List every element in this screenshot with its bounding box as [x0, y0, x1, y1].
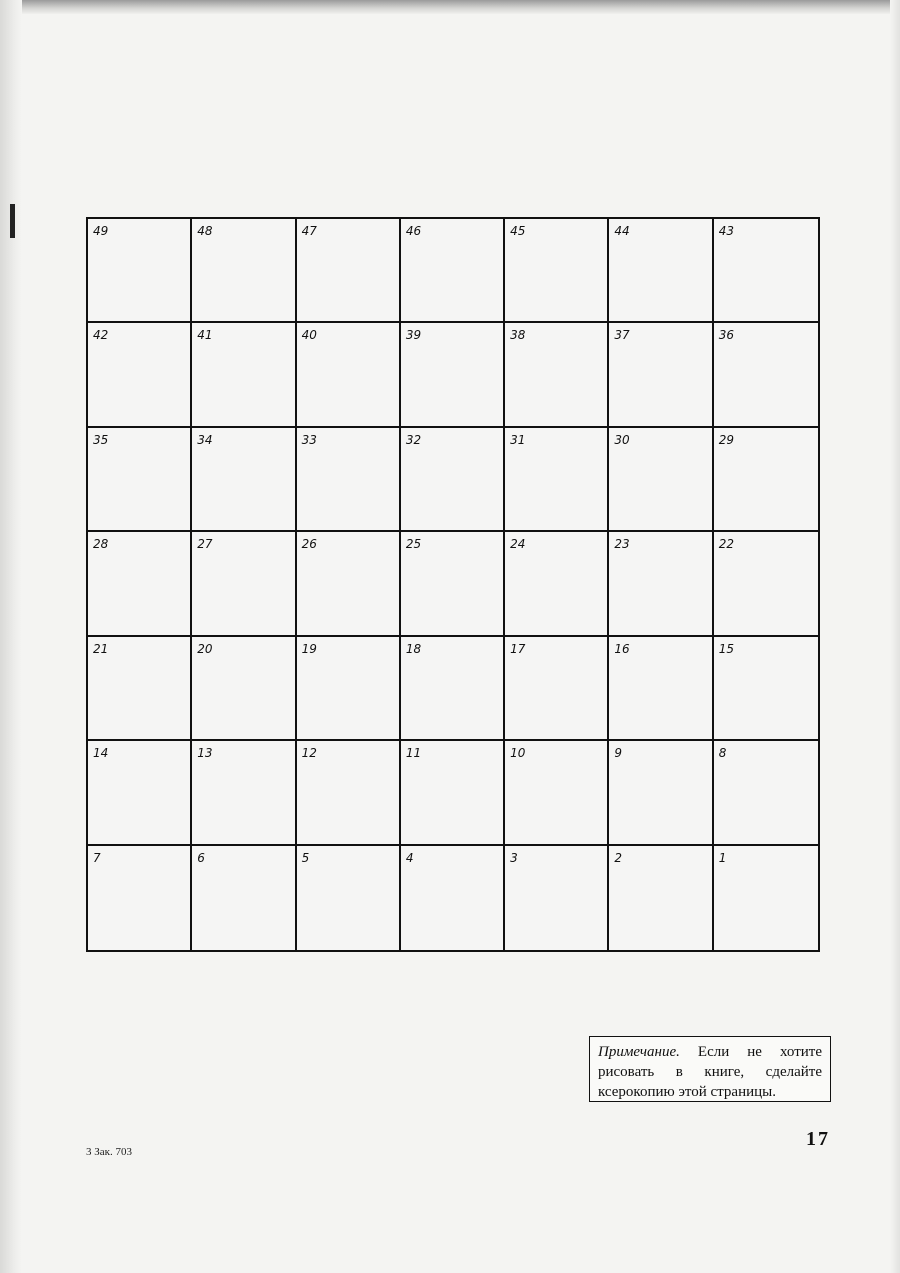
grid-cell-number: 13: [197, 746, 213, 761]
grid-cell-number: 1: [718, 850, 727, 865]
grid-cell-number: 49: [93, 224, 109, 238]
scan-binding-shadow: [0, 0, 22, 1273]
grid-cell: [192, 532, 296, 636]
grid-cell-number: 39: [405, 328, 422, 343]
grid-cell: [609, 637, 713, 741]
grid-cell: [714, 637, 818, 741]
grid-cell: [505, 532, 609, 636]
grid-cell-number: 12: [301, 746, 317, 761]
grid-cell-number: 29: [718, 432, 734, 447]
grid-cell-number: 26: [301, 537, 317, 552]
grid-cell-number: 45: [510, 224, 526, 238]
note-box: [589, 1036, 831, 1102]
grid-cell-number: 8: [718, 746, 727, 761]
grid-cell-number: 17: [510, 641, 526, 656]
page-number: 17: [806, 1128, 830, 1150]
grid-cell: [401, 741, 505, 845]
grid-cell: [88, 637, 192, 741]
grid-cell-number: 48: [197, 224, 213, 238]
grid-cell-number: 41: [197, 328, 213, 343]
grid-cell-number: 7: [93, 850, 101, 865]
grid-cell: [192, 219, 296, 323]
grid-cell-number: 24: [510, 537, 526, 552]
grid-cell: [505, 219, 609, 323]
grid-cell: [505, 741, 609, 845]
grid-cell: [505, 428, 609, 532]
grid-cell: [297, 323, 401, 427]
grid-cell: [401, 846, 505, 950]
scan-top-edge: [0, 0, 900, 14]
grid-cell: [88, 846, 192, 950]
grid-cell: [297, 846, 401, 950]
grid-cell-number: 35: [93, 432, 109, 447]
grid-cell-number: 3: [510, 850, 518, 865]
grid-cell: [88, 219, 192, 323]
grid-cell: [505, 323, 609, 427]
grid-cell: [401, 428, 505, 532]
grid-cell: [297, 219, 401, 323]
grid-cell: [297, 428, 401, 532]
scan-right-edge: [890, 0, 900, 1273]
grid-cell-number: 36: [718, 328, 734, 343]
grid-cell-number: 18: [405, 641, 422, 656]
grid-cell: [714, 219, 818, 323]
grid-cell: [88, 741, 192, 845]
grid-cell: [714, 741, 818, 845]
grid-cell-number: 22: [718, 537, 734, 552]
grid-cell-number: 11: [405, 746, 422, 761]
grid-cell-number: 30: [614, 432, 630, 447]
grid-cell-number: 34: [197, 432, 213, 447]
grid-cell-number: 16: [614, 641, 630, 656]
grid-cell-number: 44: [614, 224, 630, 238]
grid-cell: [714, 846, 818, 950]
grid-cell-number: 5: [301, 850, 310, 865]
grid-cell: [192, 323, 296, 427]
grid-cell: [609, 846, 713, 950]
grid-cell-number: 38: [510, 328, 526, 343]
grid-cell: [192, 428, 296, 532]
binding-mark: [10, 204, 15, 238]
grid-cell-number: 9: [614, 746, 623, 761]
grid-cell: [88, 532, 192, 636]
grid-cell: [88, 323, 192, 427]
grid-cell-number: 42: [93, 328, 109, 343]
grid-cell-number: 25: [405, 537, 422, 552]
grid-cell: [609, 741, 713, 845]
grid-cell-number: 37: [614, 328, 630, 343]
grid-cell-number: 14: [93, 746, 109, 761]
grid-cell: [297, 637, 401, 741]
note-label: Примечание.: [598, 1044, 680, 1060]
grid-cell-number: 19: [301, 641, 317, 656]
grid-cell-number: 21: [93, 641, 109, 656]
print-order-mark: 3 Зак. 703: [86, 1146, 132, 1158]
grid-cell: [505, 846, 609, 950]
grid-cell: [401, 323, 505, 427]
grid-cell: [505, 637, 609, 741]
grid-cell-number: 33: [301, 432, 317, 447]
grid-cell: [609, 428, 713, 532]
grid-cell: [401, 219, 505, 323]
drawing-grid: [86, 217, 820, 952]
grid-cell: [714, 532, 818, 636]
grid-cell-number: 2: [614, 850, 623, 865]
grid-cell-number: 28: [93, 537, 109, 552]
grid-cell: [609, 323, 713, 427]
grid-cell-number: 32: [405, 432, 422, 447]
grid-cell-number: 4: [405, 850, 414, 865]
grid-cell: [401, 637, 505, 741]
grid-cell: [88, 428, 192, 532]
grid-cell-number: 15: [718, 641, 734, 656]
grid-cell: [192, 637, 296, 741]
grid-cell: [192, 846, 296, 950]
grid-cell-number: 23: [614, 537, 630, 552]
grid-cell-number: 6: [197, 850, 205, 865]
grid-cell: [297, 532, 401, 636]
grid-cell-number: 47: [301, 224, 317, 238]
grid-cell: [401, 532, 505, 636]
grid-cell: [297, 741, 401, 845]
grid-cell: [609, 219, 713, 323]
grid-cell-number: 31: [510, 432, 526, 447]
grid-cell-number: 27: [197, 537, 213, 552]
grid-cell-number: 43: [718, 224, 734, 238]
grid-cell: [192, 741, 296, 845]
grid-cell-number: 20: [197, 641, 213, 656]
grid-cell-number: 46: [405, 224, 422, 238]
grid-cell-number: 10: [510, 746, 526, 761]
grid-cell: [609, 532, 713, 636]
grid-cell: [714, 428, 818, 532]
grid-cell: [714, 323, 818, 427]
note-text: Если не хотите рисовать в книге, сделайте ксерокопию этой страницы.: [598, 1044, 822, 1100]
grid-cell-number: 40: [301, 328, 317, 343]
